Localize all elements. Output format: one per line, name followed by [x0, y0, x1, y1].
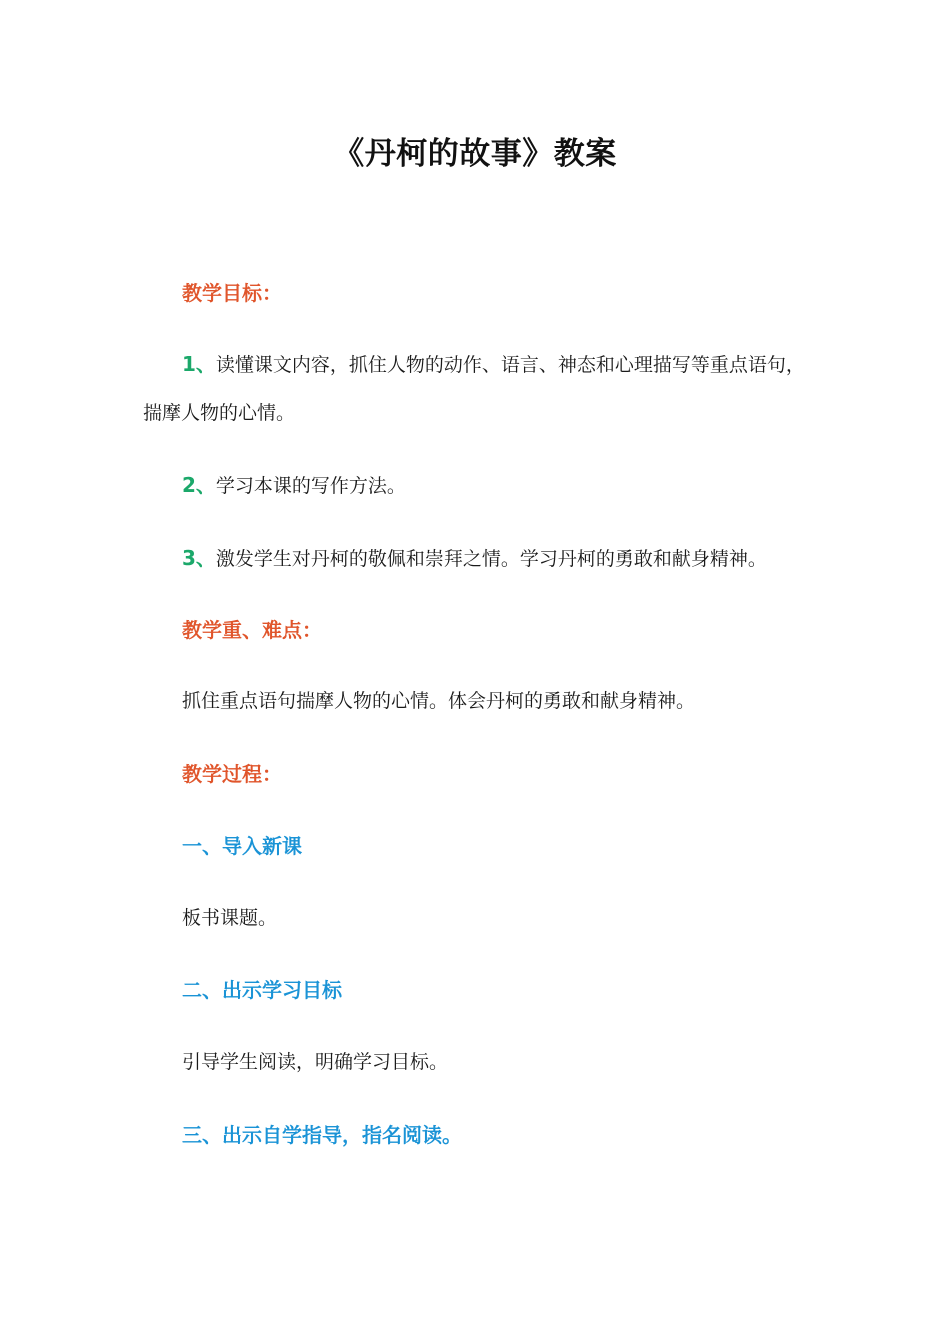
objective-number-3: 3、 — [182, 546, 216, 570]
objective-number-2: 2、 — [182, 473, 216, 497]
objective-text-3: 激发学生对丹柯的敬佩和崇拜之情。学习丹柯的勇敢和献身精神。 — [215, 548, 767, 570]
step-heading-3: 三、出示自学指导，指名阅读。 — [182, 1123, 462, 1147]
objective-item-1 — [182, 351, 805, 378]
objective-text-1: 读懂课文内容，抓住人物的动作、语言、神态和心理描写等重点语句， — [215, 354, 805, 376]
key-points-text: 抓住重点语句揣摩人物的心情。体会丹柯的勇敢和献身精神。 — [182, 690, 696, 712]
objective-text-2: 学习本课的写作方法。 — [215, 475, 406, 497]
step-heading-2: 二、出示学习目标 — [182, 978, 342, 1002]
key-points-heading: 教学重、难点： — [182, 618, 322, 642]
objectives-heading: 教学目标： — [182, 281, 282, 305]
objective-item-3 — [182, 545, 767, 572]
process-heading: 教学过程： — [182, 762, 282, 786]
objective-item-2 — [182, 472, 406, 499]
step-heading-1: 一、导入新课 — [182, 834, 302, 858]
step-text-2: 引导学生阅读，明确学习目标。 — [182, 1051, 449, 1073]
step-text-1: 板书课题。 — [182, 907, 278, 929]
objective-number-1: 1、 — [182, 352, 216, 376]
document-title: 《丹柯的故事》教案 — [333, 136, 617, 172]
objective-item-1-continuation: 揣摩人物的心情。 — [143, 402, 296, 424]
